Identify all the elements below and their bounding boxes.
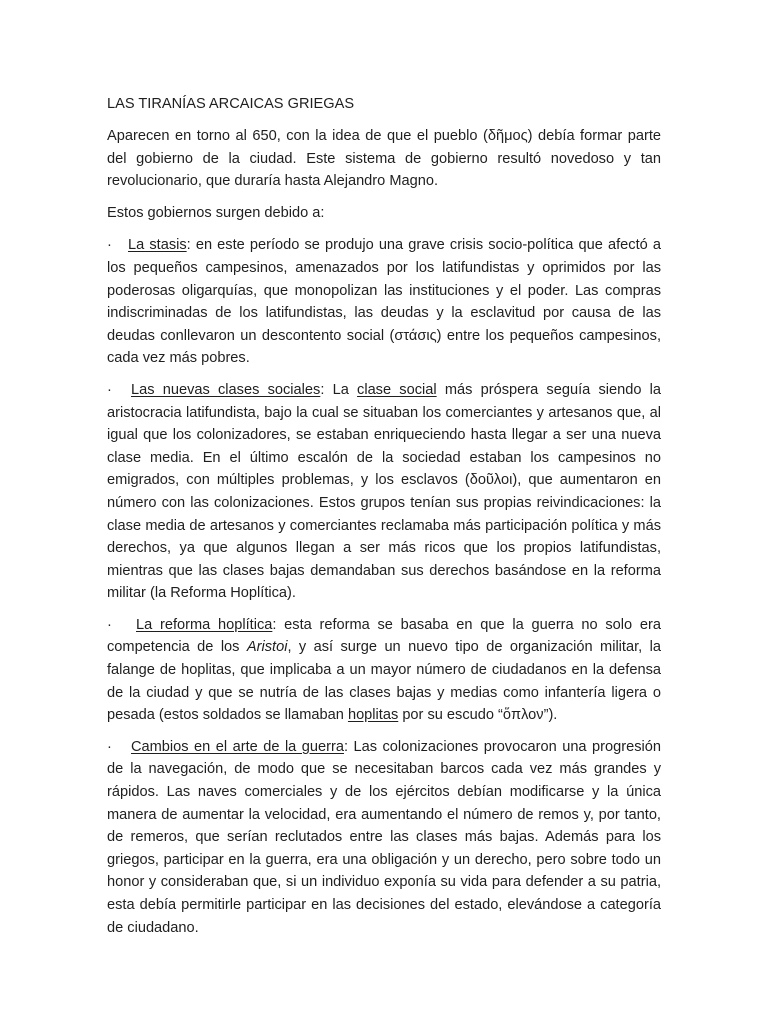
term-stasis: La stasis: [128, 237, 187, 254]
term-cambios-guerra: Cambios en el arte de la guerra: [131, 738, 344, 755]
list-item-reforma-hoplitica: [107, 614, 661, 727]
item-text: : esta reforma se basaba en que la guerra no solo era competencia de los: [107, 616, 661, 656]
list-item-stasis: [107, 234, 661, 370]
item-text: más próspera seguía siendo la aristocracia latifundista, bajo la cual se situaban los comerciantes y artesanos que, al igual que los colonizadores, se estaban enriqueciendo hasta llegar a ser una nueva clase media. En el último escalón de la sociedad estaban los campesinos no emigrados, con múltiples problemas, y los esclavos (δοῦλοι), que aumentaron en número con las colonizaciones. Estos grupos tenían sus propias reivindicaciones: la clase media de artesanos y comerciantes reclamaba más participación política y más derechos, ya que algunos llegan a ser más ricos que los propios latifundistas, mientras que las clases bajas demandaban sus derechos basándose en la reforma militar (la Reforma Hoplítica).: [107, 381, 662, 602]
hoplitas-link[interactable]: hoplitas: [347, 707, 399, 724]
item-text: : Las colonizaciones provocaron una progresión de la navegación, de modo que se necesitaban barcos cada vez más grandes y rápidos. Las naves comerciales y de los ejércitos debían modificarse y la única manera de aumentar la velocidad, era aumentando el número de remos y, por tanto, de remeros, que serían reclutados entre las clases más bajas. Además para los griegos, participar en la guerra, era una obligación y un derecho, pero sobre todo un honor y consideraban que, si un individuo exponía su vida para defender a su patria, esta debía permitirle participar en las decisiones del estado, elevándose a categoría de ciudadano.: [107, 738, 661, 936]
bullet-marker: ·: [107, 381, 112, 398]
document-body: [107, 93, 661, 948]
list-item-nuevas-clases: [107, 379, 661, 605]
italic-aristoi: Aristoi: [246, 639, 288, 656]
intro-paragraph: Aparecen en torno al 650, con la idea de que el pueblo (δῆμος) debía formar parte del gobierno de la ciudad. Este sistema de gobierno resultó novedoso y tan revolucionario, que duraría hasta Alejandro Magno.: [107, 128, 661, 190]
term-nuevas-clases: Las nuevas clases sociales: [131, 381, 321, 398]
bullet-marker: ·: [107, 237, 112, 254]
bullet-marker: ·: [107, 616, 112, 633]
item-text: , y así surge un nuevo tipo de organización militar, la falange de hoplitas, que implicaba a un mayor número de ciudadanos en la defensa de la ciudad y que se nutría de las clases bajas y medias como infantería ligera o pesada (estos soldados se llamaban: [107, 639, 661, 724]
term-reforma-hoplitica: La reforma hoplítica: [136, 616, 273, 633]
item-text: : en este período se produjo una grave crisis socio-política que afectó a los pequeños campesinos, amenazados por los latifundistas y oprimidos por las poderosas oligarquías, que monopolizan las instituciones y el poder. Las compras indiscriminadas de los latifundistas, las deudas y la esclavitud por causa de las deudas conllevaron un descontento social (στάσις) entre los pequeños campesinos, cada vez más pobres.: [107, 237, 661, 367]
item-text: por su escudo “ὅπλον”).: [398, 707, 558, 724]
lead-paragraph: Estos gobiernos surgen debido a:: [107, 204, 325, 221]
document-title: LAS TIRANÍAS ARCAICAS GRIEGAS: [107, 96, 355, 112]
clase-social-link[interactable]: clase social: [357, 381, 437, 398]
bullet-marker: ·: [107, 738, 112, 755]
list-item-cambios-guerra: [107, 736, 661, 939]
item-text: : La: [320, 381, 358, 398]
